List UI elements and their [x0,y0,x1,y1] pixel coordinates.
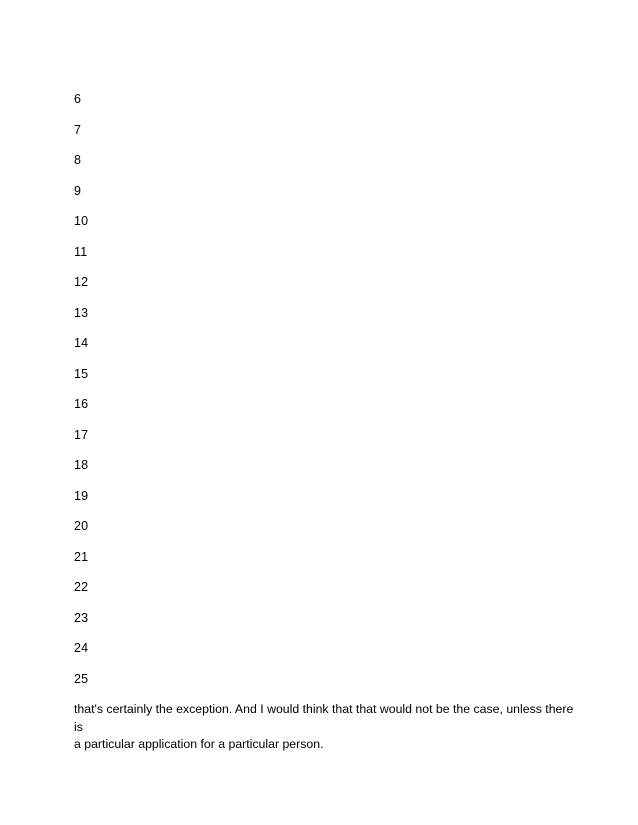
line-number-list [74,91,88,701]
line-number: 6 [74,92,82,106]
line-number: 19 [74,488,89,503]
line-number: 21 [74,549,89,564]
line-number: 7 [74,122,82,137]
line-number: 12 [74,275,89,289]
line-number: 22 [74,580,89,594]
paragraph-line-1: that's certainly the exception. And I would think that that would not be the case, unless there is [74,702,574,734]
line-number: 13 [74,305,89,320]
transcript-paragraph [74,701,574,754]
line-number: 16 [74,397,89,411]
line-number: 25 [74,671,89,686]
line-number: 17 [74,427,89,442]
line-number: 9 [74,183,82,198]
line-number: 23 [74,610,89,625]
line-number: 8 [74,153,82,167]
line-number: 11 [74,244,88,259]
line-number: 10 [74,214,89,228]
line-number: 14 [74,336,89,350]
paragraph-line-2: a particular application for a particular person. [74,737,324,751]
line-number: 18 [74,458,89,472]
line-number: 24 [74,641,89,655]
line-number: 15 [74,366,89,381]
line-number: 20 [74,519,89,533]
